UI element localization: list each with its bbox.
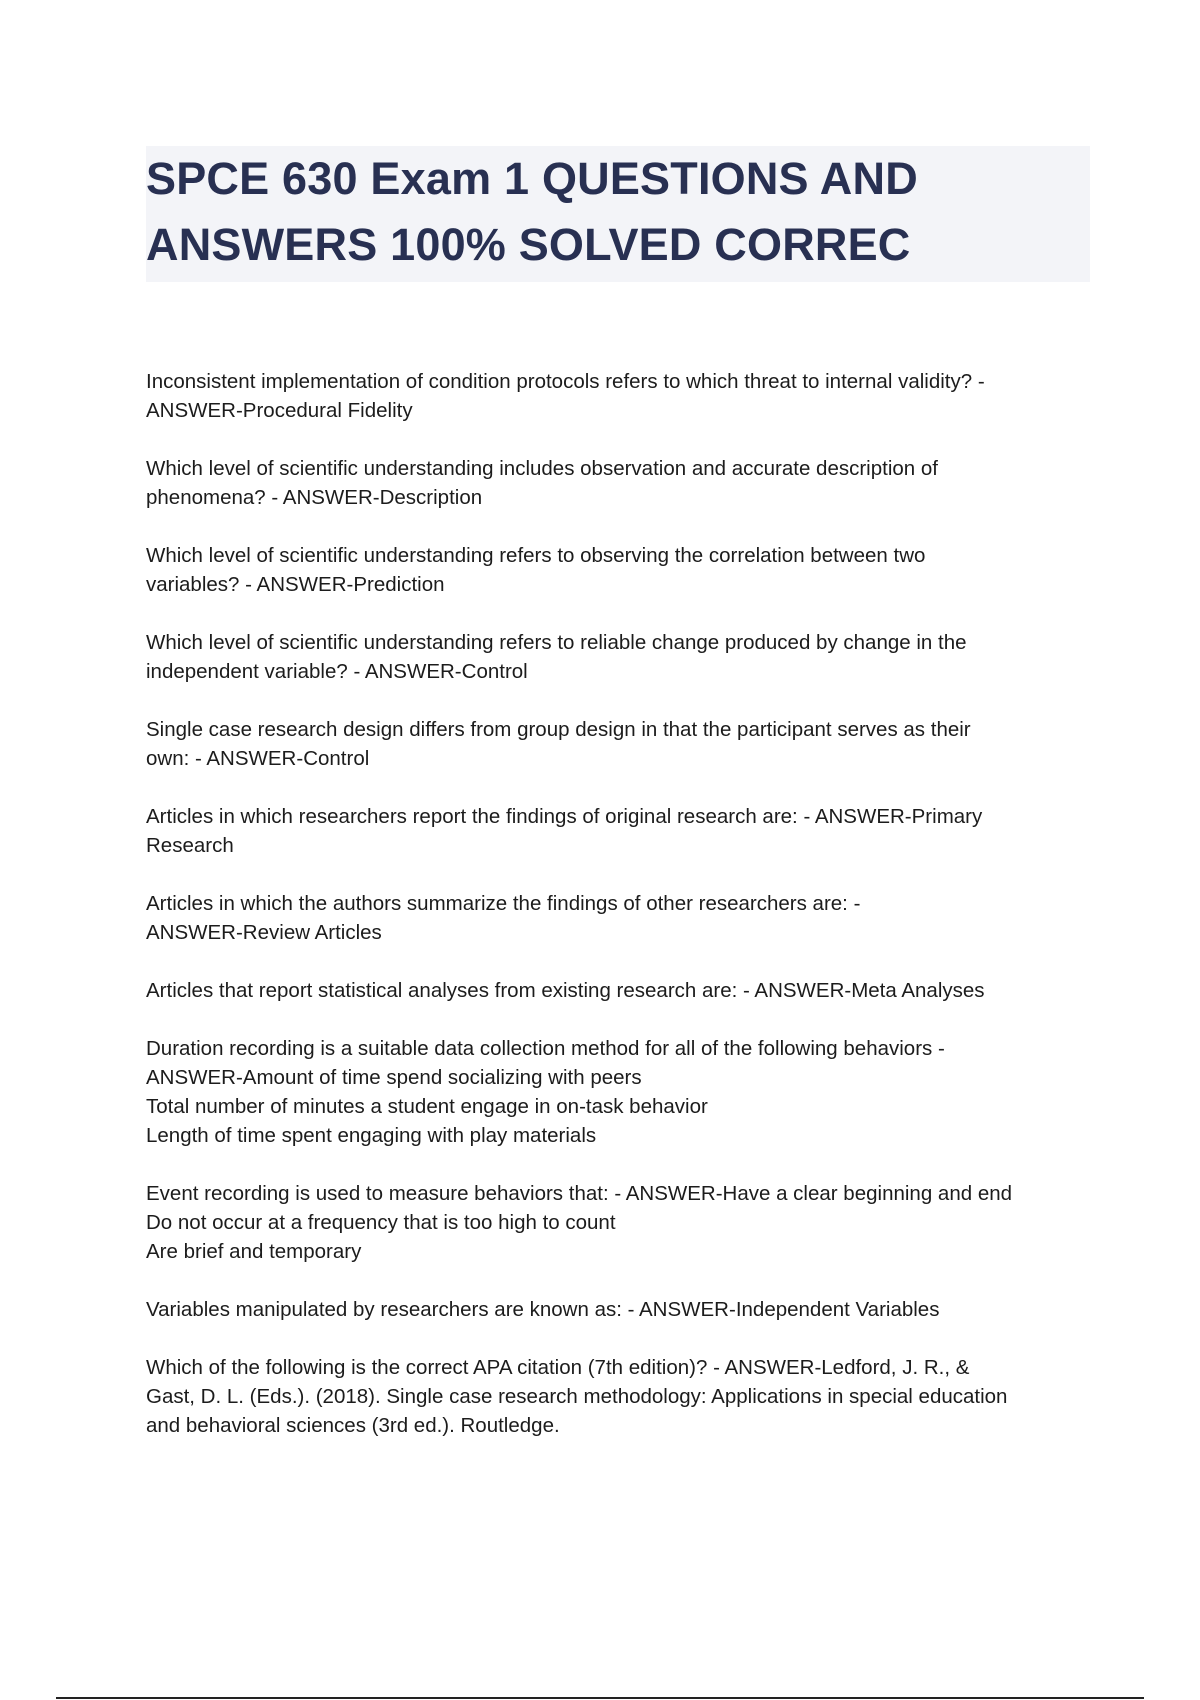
title-banner — [146, 146, 1090, 282]
document-title: SPCE 630 Exam 1 QUESTIONS AND ANSWERS 100% SOLVED CORREC — [146, 153, 918, 270]
qa-item: Articles in which researchers report the findings of original research are: - ANSWER-Primary Research — [146, 805, 983, 857]
qa-item: Articles in which the authors summarize the findings of other researchers are: - ANSWER-Review Articles — [146, 892, 861, 944]
qa-item: Which level of scientific understanding refers to observing the correlation between two variables? - ANSWER-Prediction — [146, 544, 926, 596]
qa-item: Which level of scientific understanding refers to reliable change produced by change in the independent variable? - ANSWER-Control — [146, 631, 967, 683]
qa-list — [146, 367, 1096, 1469]
qa-item: Inconsistent implementation of condition protocols refers to which threat to internal validity? - ANSWER-Procedural Fidelity — [146, 370, 985, 422]
qa-item: Which of the following is the correct APA citation (7th edition)? - ANSWER-Ledford, J. R., & Gast, D. L. (Eds.). (2018). Single case research methodology: Applications in special education and behavioral sciences (3rd ed.). Routledge. — [146, 1356, 1008, 1437]
qa-item: Variables manipulated by researchers are known as: - ANSWER-Independent Variables — [146, 1298, 940, 1321]
qa-item: Articles that report statistical analyses from existing research are: - ANSWER-Meta Analyses — [146, 979, 985, 1002]
qa-item: Single case research design differs from group design in that the participant serves as their own: - ANSWER-Control — [146, 718, 971, 770]
qa-item: Duration recording is a suitable data collection method for all of the following behaviors - ANSWER-Amount of time spend socializing with peers Total number of minutes a student engage in on-task behavior Length of time spent engaging with play materials — [146, 1037, 945, 1147]
qa-item: Event recording is used to measure behaviors that: - ANSWER-Have a clear beginning and end Do not occur at a frequency that is too high to count Are brief and temporary — [146, 1182, 1013, 1263]
footer-divider — [56, 1697, 1144, 1699]
qa-item: Which level of scientific understanding includes observation and accurate description of phenomena? - ANSWER-Description — [146, 457, 938, 509]
